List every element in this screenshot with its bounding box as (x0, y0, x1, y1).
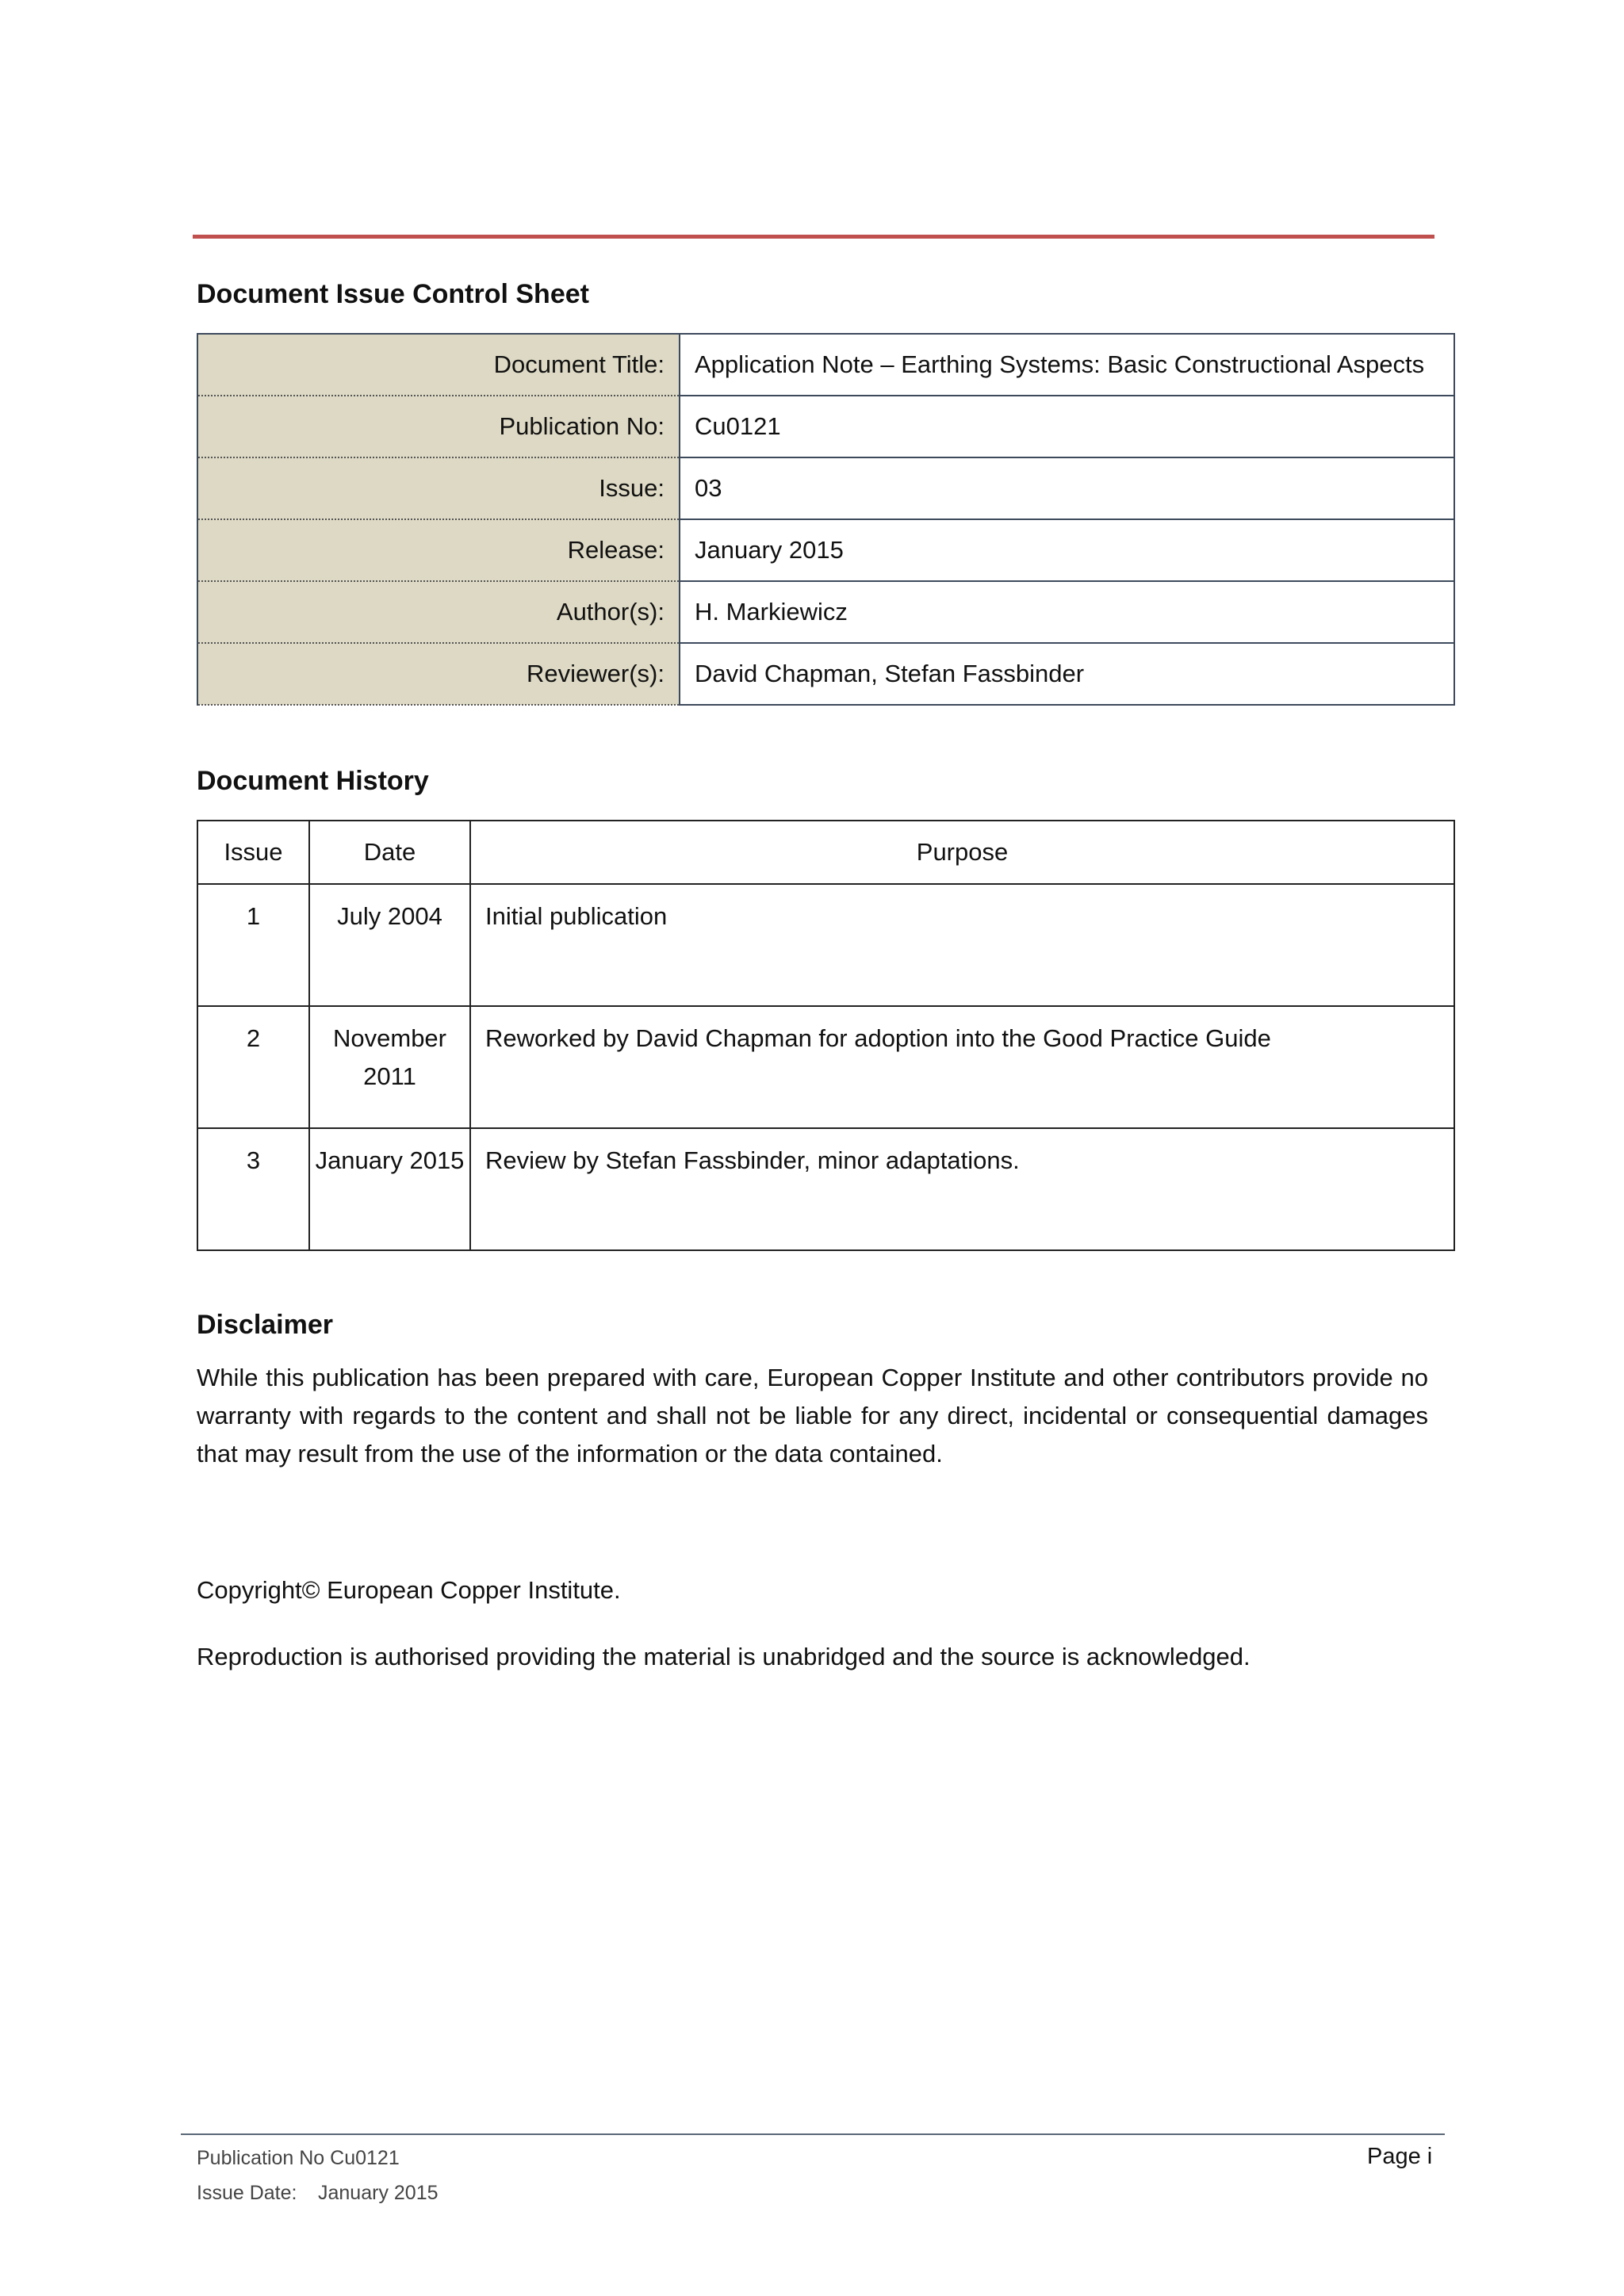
table-row (197, 884, 1454, 1006)
row-label: Document Title: (197, 334, 680, 396)
header-rule (193, 235, 1434, 239)
row-label: Issue: (197, 457, 680, 519)
date-cell: November 2011 (309, 1006, 470, 1128)
table-row (197, 1128, 1454, 1250)
row-value: David Chapman, Stefan Fassbinder (680, 643, 1454, 705)
issue-cell: 2 (197, 1006, 309, 1128)
row-value: January 2015 (680, 519, 1454, 581)
row-label: Reviewer(s): (197, 643, 680, 705)
date-cell: July 2004 (309, 884, 470, 1006)
control-sheet-table (197, 333, 1455, 706)
table-header-row (197, 821, 1454, 884)
table-row (197, 334, 1454, 396)
table-row (197, 457, 1454, 519)
table-row (197, 581, 1454, 643)
table-row (197, 519, 1454, 581)
column-header-date: Date (309, 821, 470, 884)
reproduction-text: Reproduction is authorised providing the material is unabridged and the source is acknowledged. (197, 1643, 1251, 1670)
footer-publication-number: Publication No Cu0121 (197, 2147, 400, 2169)
table-row (197, 1006, 1454, 1128)
footer-issue-label: Issue Date: (197, 2182, 297, 2204)
history-table (197, 820, 1455, 1251)
table-row (197, 643, 1454, 705)
row-label: Release: (197, 519, 680, 581)
purpose-cell: Reworked by David Chapman for adoption into the Good Practice Guide (470, 1006, 1454, 1128)
date-cell: January 2015 (309, 1128, 470, 1250)
purpose-cell: Review by Stefan Fassbinder, minor adaptations. (470, 1128, 1454, 1250)
row-value: Cu0121 (680, 396, 1454, 457)
row-value: H. Markiewicz (680, 581, 1454, 643)
row-value: Application Note – Earthing Systems: Basic Constructional Aspects (680, 334, 1454, 396)
row-label: Author(s): (197, 581, 680, 643)
disclaimer-heading: Disclaimer (197, 1310, 333, 1340)
footer-page-number: Page i (1367, 2144, 1433, 2169)
row-value: 03 (680, 457, 1454, 519)
footer-rule (181, 2133, 1445, 2135)
footer-issue-date: January 2015 (318, 2182, 439, 2204)
purpose-cell: Initial publication (470, 884, 1454, 1006)
disclaimer-text: While this publication has been prepared with care, European Copper Institute and other contributors provide no warranty with regards to the content and shall not be liable for any direct, incidental or consequential damages that may result from the use of the information or the data contained. (197, 1364, 1428, 1468)
issue-cell: 1 (197, 884, 309, 1006)
column-header-purpose: Purpose (470, 821, 1454, 884)
history-heading: Document History (197, 766, 429, 796)
table-row (197, 396, 1454, 457)
column-header-issue: Issue (197, 821, 309, 884)
copyright-text: Copyright© European Copper Institute. (197, 1576, 621, 1604)
row-label: Publication No: (197, 396, 680, 457)
issue-cell: 3 (197, 1128, 309, 1250)
control-sheet-heading: Document Issue Control Sheet (197, 279, 589, 309)
